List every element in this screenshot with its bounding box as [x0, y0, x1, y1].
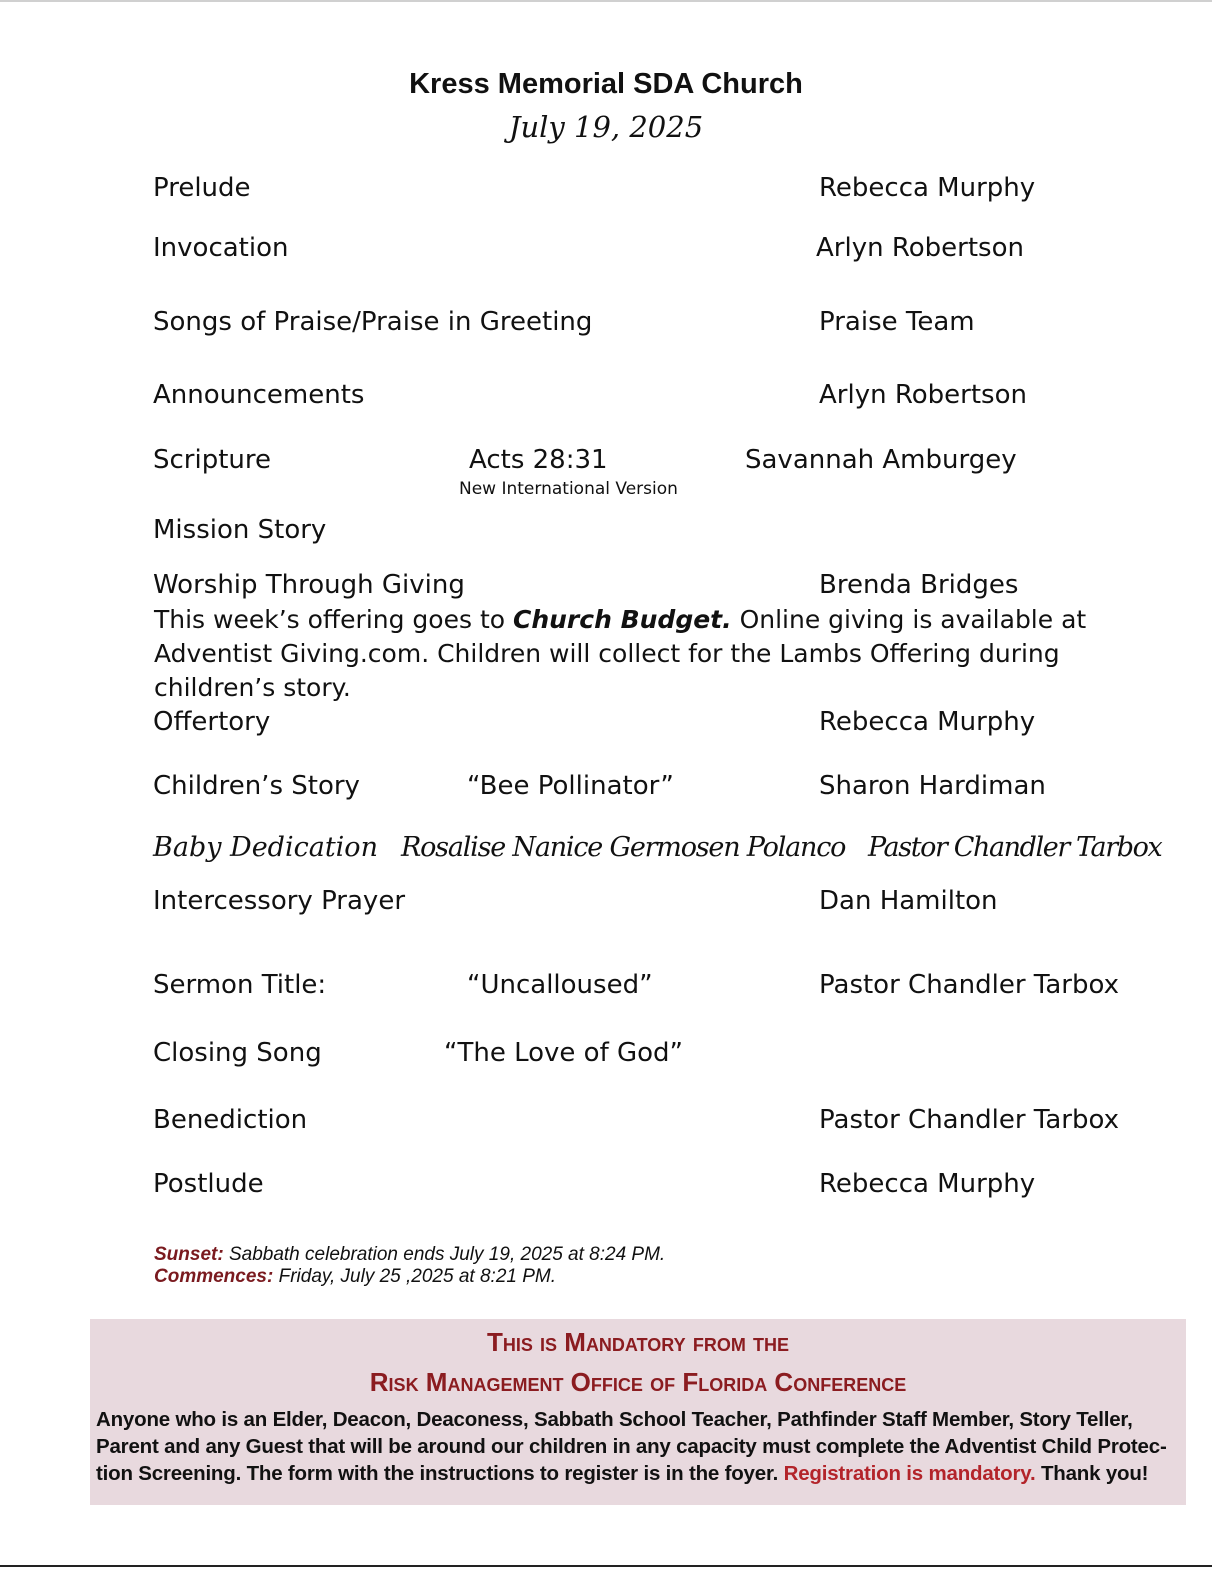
invocation-label: Invocation [153, 233, 289, 263]
mission-story-label: Mission Story [153, 515, 327, 545]
sermon-title: “Uncalloused” [467, 970, 653, 1000]
benediction-label: Benediction [153, 1105, 308, 1135]
postlude-label: Postlude [153, 1169, 264, 1199]
offering-text-after: Online giving is available at Adventist Giving.com. Children will collect for the Lambs Offering during children’s story. [154, 605, 1087, 702]
sunset-label: Sunset: [154, 1244, 224, 1265]
songs-label: Songs of Praise/Praise in Greeting [153, 307, 593, 337]
announcements-label: Announcements [153, 380, 365, 410]
offering-text-before: This week’s offering goes to [154, 605, 513, 634]
prayer-person: Dan Hamilton [819, 886, 998, 916]
giving-label: Worship Through Giving [153, 570, 465, 600]
postlude-person: Rebecca Murphy [819, 1169, 1036, 1199]
mandatory-notice [90, 1319, 1186, 1505]
notice-body [96, 1406, 1180, 1487]
prayer-label: Intercessory Prayer [153, 886, 406, 916]
notice-closing: Thank you! [1035, 1462, 1149, 1485]
invocation-person: Arlyn Robertson [816, 233, 1024, 263]
top-border [0, 0, 1212, 2]
childrens-story-label: Children’s Story [153, 771, 360, 801]
sunset-line [154, 1244, 665, 1266]
sabbath-times [154, 1244, 665, 1288]
giving-person: Brenda Bridges [819, 570, 1019, 600]
closing-song-label: Closing Song [153, 1038, 322, 1068]
closing-song-title: “The Love of God” [444, 1038, 684, 1068]
offering-fund: Church Budget. [512, 605, 732, 634]
commences-label: Commences: [154, 1266, 274, 1287]
baby-dedication-name: Rosalise Nanice Germosen Polanco [401, 832, 846, 863]
benediction-person: Pastor Chandler Tarbox [819, 1105, 1119, 1135]
notice-body-text: Anyone who is an Elder, Deacon, Deaconess, Sabbath School Teacher, Pathfinder Staff Member, Story Teller, Parent and any Guest that will be around our children in any capacity must complete the Adventist Child Protec-tion Screening. The form with the instructions to register is in the foyer. [96, 1408, 1167, 1485]
notice-heading-line2: Risk Management Office of Florida Conference [369, 1367, 907, 1397]
scripture-version: New International Version [459, 479, 678, 499]
songs-person: Praise Team [819, 307, 975, 337]
childrens-story-title: “Bee Pollinator” [467, 771, 674, 801]
commences-text: Friday, July 25 ,2025 at 8:21 PM. [273, 1266, 557, 1287]
baby-dedication-person: Pastor Chandler Tarbox [868, 832, 1162, 863]
scripture-person: Savannah Amburgey [745, 445, 1017, 475]
announcements-person: Arlyn Robertson [819, 380, 1027, 410]
bottom-border [0, 1565, 1212, 1567]
prelude-person: Rebecca Murphy [819, 173, 1036, 203]
prelude-label: Prelude [153, 173, 251, 203]
church-name: Kress Memorial SDA Church [409, 68, 803, 100]
sunset-text: Sabbath celebration ends July 19, 2025 at 8:24 PM. [223, 1244, 666, 1265]
offertory-person: Rebecca Murphy [819, 707, 1036, 737]
offering-description [154, 603, 1184, 705]
baby-dedication-label: Baby Dedication [153, 832, 378, 863]
commences-line [154, 1266, 665, 1288]
sermon-person: Pastor Chandler Tarbox [819, 970, 1119, 1000]
scripture-reference: Acts 28:31 [469, 445, 608, 475]
childrens-story-person: Sharon Hardiman [819, 771, 1046, 801]
notice-emphasis: Registration is mandatory. [783, 1462, 1036, 1485]
notice-heading-line1: This is Mandatory from the [486, 1327, 790, 1357]
offertory-label: Offertory [153, 707, 271, 737]
sermon-label: Sermon Title: [153, 970, 327, 1000]
scripture-label: Scripture [153, 445, 272, 475]
service-date: July 19, 2025 [508, 110, 704, 144]
